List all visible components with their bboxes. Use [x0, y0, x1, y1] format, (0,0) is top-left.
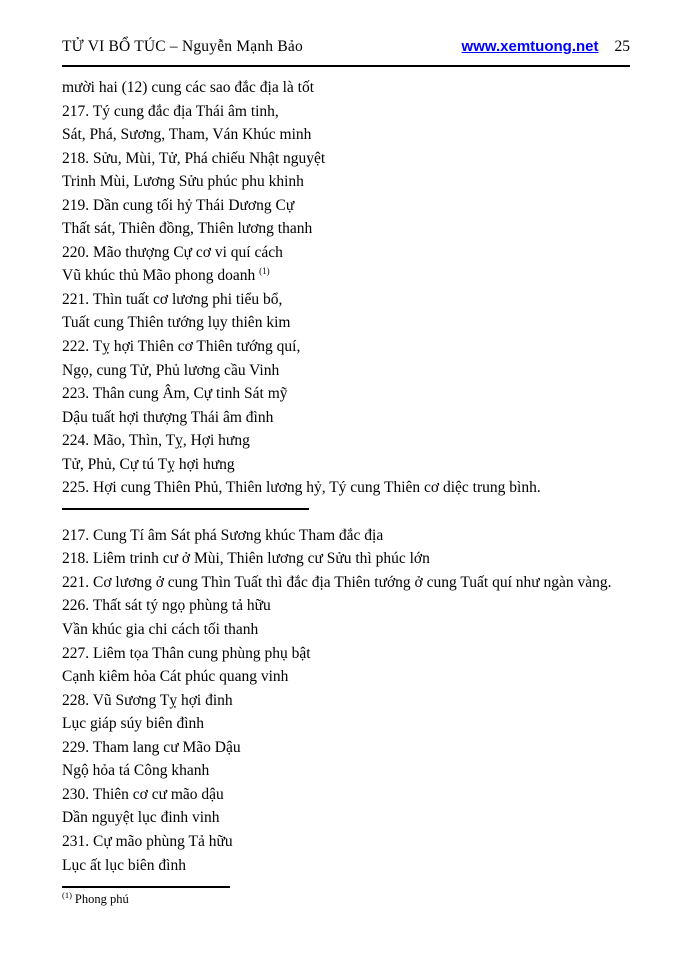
verse-line: 228. Vũ Sương Tỵ hợi đinh: [62, 691, 233, 709]
verse-line: Dần nguyệt lục đinh vinh: [62, 809, 220, 827]
footnote-text: Phong phú: [74, 892, 129, 907]
verse-line: 224. Mão, Thìn, Tỵ, Hợi hưng: [62, 432, 250, 450]
verse-text: Vũ khúc thủ Mão phong doanh: [62, 267, 260, 285]
verse-body: [62, 76, 630, 877]
verse-line: 218. Sửu, Mùi, Tử, Phá chiếu Nhật nguyệt: [62, 149, 326, 167]
verse-line: 219. Dần cung tối hỷ Thái Dương Cự: [62, 196, 295, 214]
verse-line: 222. Tỵ hợi Thiên cơ Thiên tướng quí,: [62, 338, 301, 356]
verse-line: 230. Thiên cơ cư mão dậu: [62, 785, 224, 803]
verse-line: 225. Hợi cung Thiên Phủ, Thiên lương hỷ, Tý cung Thiên cơ diệc trung bình.: [62, 479, 541, 497]
verse-line: 227. Liêm tọa Thân cung phùng phụ bật: [62, 644, 311, 662]
footnote-marker: (1): [62, 889, 72, 900]
verse-line: 218. Liêm trinh cư ở Mùi, Thiên lương cư Sửu thì phúc lớn: [62, 550, 430, 568]
verse-line: Trinh Mùi, Lương Sửu phúc phu khinh: [62, 173, 304, 191]
verse-line: Cạnh kiêm hỏa Cát phúc quang vinh: [62, 668, 289, 686]
verse-line: Lục ất lục biên đình: [62, 856, 186, 874]
website-link[interactable]: www.xemtuong.net: [461, 38, 599, 55]
verse-line: mười hai (12) cung các sao đắc địa là tốt: [62, 79, 315, 96]
verse-line: 221. Thìn tuất cơ lương phi tiểu bổ,: [62, 290, 283, 308]
footnote-rule: [62, 886, 230, 888]
verse-line: [62, 264, 630, 288]
verse-line: Ngọ, cung Tử, Phủ lương cầu Vinh: [62, 361, 280, 379]
verse-line: 226. Thất sát tý ngọ phùng tả hữu: [62, 597, 271, 615]
verse-line: 223. Thân cung Âm, Cự tinh Sát mỹ: [62, 385, 288, 403]
verse-line: Dậu tuất hợi thượng Thái âm đình: [62, 408, 274, 426]
verse-line: Tử, Phủ, Cự tú Tỵ hợi hưng: [62, 455, 235, 473]
page-number: 25: [614, 38, 630, 55]
verse-section-1: [62, 76, 630, 500]
verse-line: Ngộ hỏa tá Công khanh: [62, 762, 210, 780]
verse-line: Tuất cung Thiên tướng lụy thiên kim: [62, 314, 291, 332]
verse-line: Vần khúc gia chi cách tối thanh: [62, 621, 259, 639]
verse-line: 217. Tý cung đắc địa Thái âm tinh,: [62, 102, 279, 120]
verse-line: 220. Mão thượng Cự cơ vi quí cách: [62, 243, 283, 261]
verse-line: Lục giáp súy biên đình: [62, 715, 205, 733]
verse-line: 217. Cung Tí âm Sát phá Sương khúc Tham đắc địa: [62, 526, 384, 544]
verse-line: Thất sát, Thiên đồng, Thiên lương thanh: [62, 220, 313, 238]
verse-section-2: [62, 524, 630, 877]
verse-line: 231. Cự mão phùng Tả hữu: [62, 832, 233, 850]
book-title: TỬ VI BỔ TÚC – Nguyễn Mạnh Bảo: [62, 38, 303, 55]
verse-line: Sát, Phá, Sương, Tham, Ván Khúc minh: [62, 126, 312, 144]
verse-line: 221. Cơ lương ở cung Thìn Tuất thì đắc địa Thiên tướng ở cung Tuất quí như ngàn vàng.: [62, 573, 612, 591]
footnote: [62, 890, 630, 908]
header-right: [462, 38, 630, 56]
footnote-ref-marker: (1): [259, 266, 270, 277]
page-header: [62, 38, 630, 67]
verse-line: 229. Tham lang cư Mão Dậu: [62, 738, 241, 756]
section-divider: [62, 508, 309, 510]
